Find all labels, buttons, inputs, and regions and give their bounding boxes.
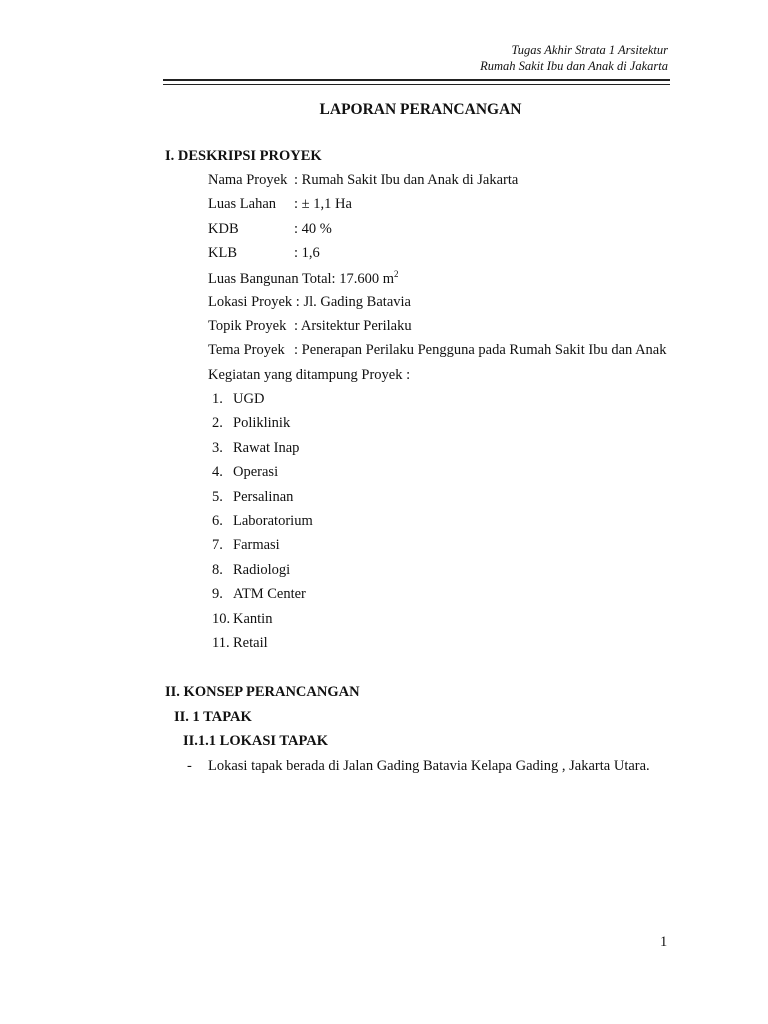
list-text: Farmasi	[233, 537, 280, 553]
field-value: : Penerapan Perilaku Pengguna pada Rumah Sakit Ibu dan Anak	[294, 342, 667, 358]
list-number: 6.	[212, 513, 223, 529]
list-text: Kantin	[233, 611, 273, 627]
list-text: Poliklinik	[233, 415, 291, 431]
header-line-1: Tugas Akhir Strata 1 Arsitektur	[511, 43, 668, 57]
field-row-kdb	[208, 221, 332, 238]
list-item	[212, 513, 313, 530]
lokasi-proyek: Lokasi Proyek : Jl. Gading Batavia	[208, 294, 411, 310]
field-row-luas-lahan	[208, 196, 352, 213]
luas-bangunan-total	[208, 269, 399, 288]
list-number: 9.	[212, 586, 223, 602]
luas-bangunan-superscript: 2	[394, 269, 399, 279]
page-number: 1	[660, 934, 668, 950]
field-value: : Arsitektur Perilaku	[294, 318, 412, 334]
list-text: ATM Center	[233, 586, 306, 602]
field-value: : 1,6	[294, 245, 320, 261]
lokasi-tapak-text: Lokasi tapak berada di Jalan Gading Batavia Kelapa Gading , Jakarta Utara.	[208, 758, 650, 774]
field-label: Luas Lahan	[208, 196, 277, 212]
document-title: LAPORAN PERANCANGAN	[319, 101, 522, 118]
field-label: Nama Proyek	[208, 172, 288, 188]
kegiatan-label: Kegiatan yang ditampung Proyek :	[208, 367, 411, 383]
field-label: Tema Proyek	[208, 342, 285, 358]
section-2-heading: II. KONSEP PERANCANGAN	[165, 684, 360, 700]
list-number: 5.	[212, 489, 223, 505]
field-label: KDB	[208, 221, 239, 237]
field-row-topik-proyek	[208, 318, 412, 335]
list-number: 11.	[212, 635, 230, 651]
list-text: Retail	[233, 635, 268, 651]
list-number: 8.	[212, 562, 223, 578]
field-value: : ± 1,1 Ha	[294, 196, 352, 212]
field-row-klb	[208, 245, 320, 262]
field-row-tema-proyek	[208, 342, 666, 359]
list-number: 1.	[212, 391, 223, 407]
list-number: 10.	[212, 611, 231, 627]
list-text: Persalinan	[233, 489, 294, 505]
list-text: Laboratorium	[233, 513, 313, 529]
subsection-lokasi-tapak-heading: II.1.1 LOKASI TAPAK	[183, 733, 329, 749]
header-rule-thick	[163, 79, 670, 81]
list-item	[212, 464, 278, 481]
field-row-nama-proyek	[208, 172, 518, 189]
header-rule-thin	[163, 84, 670, 85]
list-text: Operasi	[233, 464, 279, 480]
header-line-2: Rumah Sakit Ibu dan Anak di Jakarta	[480, 59, 668, 73]
list-item	[212, 391, 264, 408]
subsection-tapak-heading: II. 1 TAPAK	[174, 709, 252, 725]
list-number: 3.	[212, 440, 223, 456]
list-item	[212, 611, 272, 628]
luas-bangunan-text: Luas Bangunan Total: 17.600 m	[208, 271, 394, 287]
list-number: 2.	[212, 415, 223, 431]
bullet-dash: -	[187, 758, 192, 774]
list-text: Radiologi	[233, 562, 291, 578]
field-value: : Rumah Sakit Ibu dan Anak di Jakarta	[294, 172, 519, 188]
list-item	[212, 586, 306, 603]
section-1-heading: I. DESKRIPSI PROYEK	[165, 148, 322, 164]
list-number: 7.	[212, 537, 223, 553]
field-value: : 40 %	[294, 221, 332, 237]
page-header	[480, 42, 668, 74]
list-item	[212, 489, 293, 506]
list-number: 4.	[212, 464, 223, 480]
list-item	[212, 415, 290, 432]
list-item	[212, 537, 280, 554]
list-text: UGD	[233, 391, 265, 407]
list-item	[212, 440, 299, 457]
field-label: KLB	[208, 245, 237, 261]
list-text: Rawat Inap	[233, 440, 300, 456]
list-item	[212, 635, 268, 652]
list-item	[212, 562, 290, 579]
field-label: Topik Proyek	[208, 318, 287, 334]
